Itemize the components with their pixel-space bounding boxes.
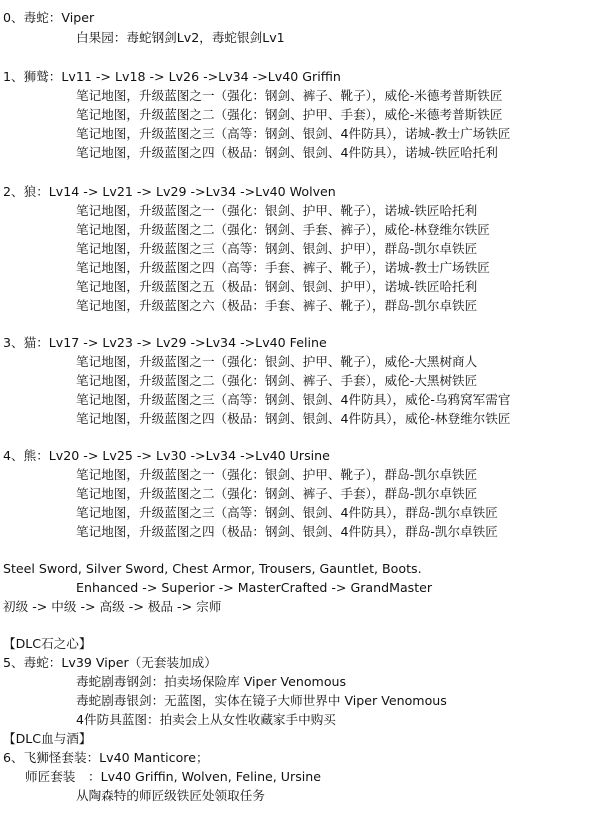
section-feline-title: 3、猫：Lv17 -> Lv23 -> Lv29 ->Lv34 ->Lv40 Feline xyxy=(3,335,327,350)
dlc-hos-line-2: 毒蛇剧毒银剑：无蓝图，实体在镜子大师世界中 Viper Venomous xyxy=(76,693,447,708)
feline-line-1: 笔记地图，升级蓝图之一（强化：银剑、护甲、靴子），威伦-大黑树商人 xyxy=(76,354,478,369)
feline-line-4: 笔记地图，升级蓝图之四（极品：钢剑、银剑、4件防具），威伦-林登维尔铁匠 xyxy=(76,411,511,426)
ursine-line-1: 笔记地图，升级蓝图之一（强化：银剑、护甲、靴子），群岛-凯尔卓铁匠 xyxy=(76,467,478,482)
griffin-line-2: 笔记地图，升级蓝图之二（强化：钢剑、护甲、手套），威伦-米德考普斯铁匠 xyxy=(76,107,503,122)
glossary-tiers-cn: 初级 -> 中级 -> 高级 -> 极品 -> 宗师 xyxy=(3,599,222,614)
dlc-baw-sub: 师匠套装 ：Lv40 Griffin, Wolven, Feline, Ursine xyxy=(25,769,321,784)
section-griffin-title: 1、狮鹫：Lv11 -> Lv18 -> Lv26 ->Lv34 ->Lv40 Griffin xyxy=(3,69,341,84)
feline-line-3: 笔记地图，升级蓝图之三（高等：钢剑、银剑、4件防具），威伦-乌鸦窝军需官 xyxy=(76,392,511,407)
section-viper-title: 0、毒蛇：Viper xyxy=(3,10,95,25)
dlc-baw-line-1: 从陶森特的师匠级铁匠处领取任务 xyxy=(76,788,265,803)
ursine-line-2: 笔记地图，升级蓝图之二（强化：钢剑、裤子、手套），群岛-凯尔卓铁匠 xyxy=(76,486,478,501)
dlc-baw-header: 【DLC血与酒】 xyxy=(3,731,92,746)
dlc-baw-title: 6、飞狮怪套装：Lv40 Manticore； xyxy=(3,750,209,765)
ursine-line-4: 笔记地图，升级蓝图之四（极品：钢剑、银剑、4件防具），群岛-凯尔卓铁匠 xyxy=(76,524,498,539)
griffin-line-1: 笔记地图，升级蓝图之一（强化：钢剑、裤子、靴子），威伦-米德考普斯铁匠 xyxy=(76,88,503,103)
wolven-line-6: 笔记地图，升级蓝图之六（极品：手套、裤子、靴子），群岛-凯尔卓铁匠 xyxy=(76,298,478,313)
glossary-items: Steel Sword, Silver Sword, Chest Armor, Trousers, Gauntlet, Boots. xyxy=(3,561,422,576)
wolven-line-1: 笔记地图，升级蓝图之一（强化：银剑、护甲、靴子），诺城-铁匠哈托利 xyxy=(76,203,478,218)
dlc-hos-line-1: 毒蛇剧毒钢剑：拍卖场保险库 Viper Venomous xyxy=(76,674,347,689)
dlc-hos-header: 【DLC石之心】 xyxy=(3,636,92,651)
griffin-line-3: 笔记地图，升级蓝图之三（高等：钢剑、银剑、4件防具），诺城-教士广场铁匠 xyxy=(76,126,511,141)
glossary-tiers-en: Enhanced -> Superior -> MasterCrafted -> GrandMaster xyxy=(76,580,433,595)
section-viper-line: 白果园：毒蛇钢剑Lv2，毒蛇银剑Lv1 xyxy=(76,30,285,45)
wolven-line-4: 笔记地图，升级蓝图之四（高等：手套、裤子、靴子），诺城-教士广场铁匠 xyxy=(76,260,490,275)
wolven-line-2: 笔记地图，升级蓝图之二（强化：钢剑、手套、裤子），威伦-林登维尔铁匠 xyxy=(76,222,490,237)
dlc-hos-title: 5、毒蛇：Lv39 Viper（无套装加成） xyxy=(3,655,217,670)
section-ursine-title: 4、熊：Lv20 -> Lv25 -> Lv30 ->Lv34 ->Lv40 Ursine xyxy=(3,448,330,463)
griffin-line-4: 笔记地图，升级蓝图之四（极品：钢剑、银剑、4件防具），诺城-铁匠哈托利 xyxy=(76,145,498,160)
wolven-line-3: 笔记地图，升级蓝图之三（高等：钢剑、银剑、护甲），群岛-凯尔卓铁匠 xyxy=(76,241,478,256)
feline-line-2: 笔记地图，升级蓝图之二（强化：钢剑、裤子、手套），威伦-大黑树铁匠 xyxy=(76,373,478,388)
wolven-line-5: 笔记地图，升级蓝图之五（极品：钢剑、银剑、护甲），诺城-铁匠哈托利 xyxy=(76,279,478,294)
dlc-hos-line-3: 4件防具蓝图：拍卖会上从女性收藏家手中购买 xyxy=(76,712,336,727)
section-wolven-title: 2、狼：Lv14 -> Lv21 -> Lv29 ->Lv34 ->Lv40 Wolven xyxy=(3,184,336,199)
ursine-line-3: 笔记地图，升级蓝图之三（高等：钢剑、银剑、4件防具），群岛-凯尔卓铁匠 xyxy=(76,505,498,520)
